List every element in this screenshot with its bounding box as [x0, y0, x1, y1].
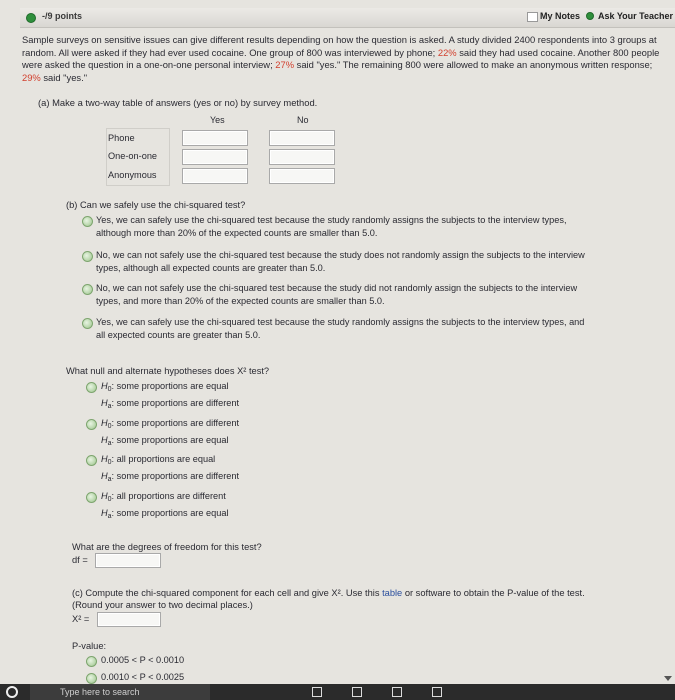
my-notes-label: My Notes — [540, 11, 581, 21]
hypotheses-prompt: What null and alternate hypotheses does X² test? — [66, 366, 270, 376]
ha-subscript: a — [107, 439, 112, 447]
part-c-rounding-note: (Round your answer to two decimal places.) — [72, 600, 253, 610]
hyp-option-4[interactable] — [101, 490, 229, 523]
chi-option-3-line-1: No, we can not safely use the chi-squared test because the study did not randomly assign the subjects to the interview — [96, 283, 578, 293]
h0-symbol: H — [101, 381, 108, 391]
cell-anonymous-no[interactable] — [269, 168, 335, 184]
cell-phone-no[interactable] — [269, 130, 335, 146]
chi-option-1[interactable] — [96, 214, 567, 239]
col-header-no: No — [297, 115, 309, 125]
question-header-bar — [20, 8, 675, 28]
hyp-option-1-alt: : some proportions are different — [111, 397, 240, 408]
chi-option-1-line-1: Yes, we can safely use the chi-squared test because the study randomly assigns the subjects to the interview types, — [96, 215, 567, 225]
intro-text-4: said "yes." — [40, 71, 88, 83]
hyp-option-1[interactable] — [101, 380, 239, 413]
hyp-option-1-radio[interactable] — [86, 382, 97, 393]
part-c-text-2: or software to obtain the P-value of the test. — [402, 588, 585, 598]
pvalue-option-2[interactable]: 0.0010 < P < 0.0025 — [101, 672, 185, 682]
cell-phone-yes[interactable] — [182, 130, 248, 146]
hyp-option-2-radio[interactable] — [86, 419, 97, 430]
ha-symbol: H — [101, 470, 108, 481]
chi-option-4[interactable] — [96, 316, 584, 341]
chi-option-3-radio[interactable] — [82, 284, 93, 295]
problem-statement — [22, 34, 662, 84]
scroll-down-arrow-icon[interactable] — [664, 676, 672, 681]
dof-input[interactable] — [95, 553, 161, 568]
hyp-option-4-alt: : some proportions are equal — [111, 507, 229, 518]
hyp-option-3-alt: : some proportions are different — [111, 470, 240, 481]
ask-teacher-button[interactable] — [586, 11, 673, 21]
part-a-prompt: (a) Make a two-way table of answers (yes or no) by survey method. — [38, 97, 318, 108]
task-view-icon[interactable] — [312, 687, 322, 697]
chi-option-4-radio[interactable] — [82, 318, 93, 329]
h0-subscript: 0 — [107, 459, 112, 466]
hyp-option-2-alt: : some proportions are equal — [111, 434, 229, 445]
file-explorer-icon[interactable] — [392, 687, 402, 697]
chi-option-1-line-2: although more than 20% of the expected counts are smaller than 5.0. — [96, 227, 378, 238]
pvalue-option-2-radio[interactable] — [86, 673, 97, 684]
hyp-option-2-null: : some proportions are different — [111, 418, 240, 428]
cell-one-on-one-no[interactable] — [269, 149, 335, 165]
x2-input[interactable] — [97, 612, 161, 627]
table-link[interactable]: table — [382, 588, 403, 598]
x2-label: X² = — [72, 614, 90, 624]
intro-text-3: said "yes." The remaining 800 were allowed to make an anonymous written response; — [294, 59, 653, 70]
cell-one-on-one-yes[interactable] — [182, 149, 248, 165]
ha-symbol: H — [101, 397, 108, 408]
chi-option-2-line-1: No, we can not safely use the chi-squared test because the study does not randomly assign the subjects to the interview — [96, 250, 585, 260]
pvalue-label: P-value: — [72, 641, 107, 651]
points-label: -/9 points — [42, 11, 82, 21]
personal-percent: 27% — [275, 59, 295, 70]
taskbar-search[interactable]: Type here to search — [30, 684, 210, 700]
chi-option-1-radio[interactable] — [82, 216, 93, 227]
ha-symbol: H — [101, 507, 108, 518]
chi-option-4-line-2: all expected counts are greater than 5.0. — [96, 329, 261, 340]
ask-teacher-label: Ask Your Teacher — [598, 11, 674, 21]
ha-subscript: a — [107, 402, 112, 410]
question-body — [22, 34, 662, 84]
part-c-text-1: (c) Compute the chi-squared component for each cell and give X². Use this — [72, 588, 383, 598]
intro-text-2: said they had used cocaine. Another 800 people were asked the question in a one-on-one personal interview; — [22, 46, 660, 70]
ha-subscript: a — [107, 512, 112, 520]
hyp-option-4-radio[interactable] — [86, 492, 97, 503]
chi-option-3[interactable] — [96, 282, 577, 307]
hyp-option-1-null: : some proportions are equal — [111, 381, 229, 391]
status-dot-icon — [26, 13, 36, 23]
part-c-prompt — [72, 588, 652, 598]
windows-start-icon[interactable] — [6, 686, 18, 698]
store-icon[interactable] — [432, 687, 442, 697]
h0-symbol: H — [101, 418, 108, 428]
ha-subscript: a — [107, 475, 112, 483]
hyp-option-4-null: : all proportions are different — [111, 491, 226, 501]
row-label-anonymous: Anonymous — [108, 170, 157, 180]
hyp-option-3-null: : all proportions are equal — [111, 454, 216, 464]
row-label-one-on-one: One-on-one — [108, 151, 158, 161]
col-header-yes: Yes — [210, 115, 225, 125]
h0-subscript: 0 — [107, 423, 112, 430]
h0-symbol: H — [101, 491, 108, 501]
chi-option-2-radio[interactable] — [82, 251, 93, 262]
edge-browser-icon[interactable] — [352, 687, 362, 697]
cell-anonymous-yes[interactable] — [182, 168, 248, 184]
dof-label: df = — [72, 555, 88, 565]
h0-subscript: 0 — [107, 386, 112, 393]
hyp-option-2[interactable] — [101, 417, 239, 450]
row-label-phone: Phone — [108, 133, 135, 143]
taskbar — [0, 684, 675, 700]
pvalue-option-1-radio[interactable] — [86, 656, 97, 667]
hyp-option-3[interactable] — [101, 453, 239, 486]
ask-teacher-icon — [586, 12, 594, 20]
my-notes-button[interactable] — [527, 11, 580, 21]
ha-symbol: H — [101, 434, 108, 445]
h0-subscript: 0 — [107, 496, 112, 503]
phone-percent: 22% — [437, 46, 457, 58]
chi-option-4-line-1: Yes, we can safely use the chi-squared test because the study randomly assigns the subjects to the interview types, and — [96, 317, 585, 327]
dof-prompt: What are the degrees of freedom for this test? — [72, 542, 262, 552]
chi-option-2[interactable] — [96, 249, 585, 274]
anonymous-percent: 29% — [22, 71, 41, 83]
notes-icon — [527, 12, 538, 22]
chi-option-3-line-2: types, and more than 20% of the expected counts are smaller than 5.0. — [96, 295, 385, 306]
part-b-prompt: (b) Can we safely use the chi-squared test? — [66, 200, 246, 210]
chi-option-2-line-2: types, although all expected counts are greater than 5.0. — [96, 262, 326, 273]
hyp-option-3-radio[interactable] — [86, 455, 97, 466]
h0-symbol: H — [101, 454, 108, 464]
pvalue-option-1[interactable]: 0.0005 < P < 0.0010 — [101, 655, 185, 665]
intro-text-1: Sample surveys on sensitive issues can give different results depending on how the question is asked. A study divided 2400 respondents into 3 groups at random. All were asked if they had ever used cocaine. One group of 800 was interviewed by phone; — [22, 34, 657, 58]
